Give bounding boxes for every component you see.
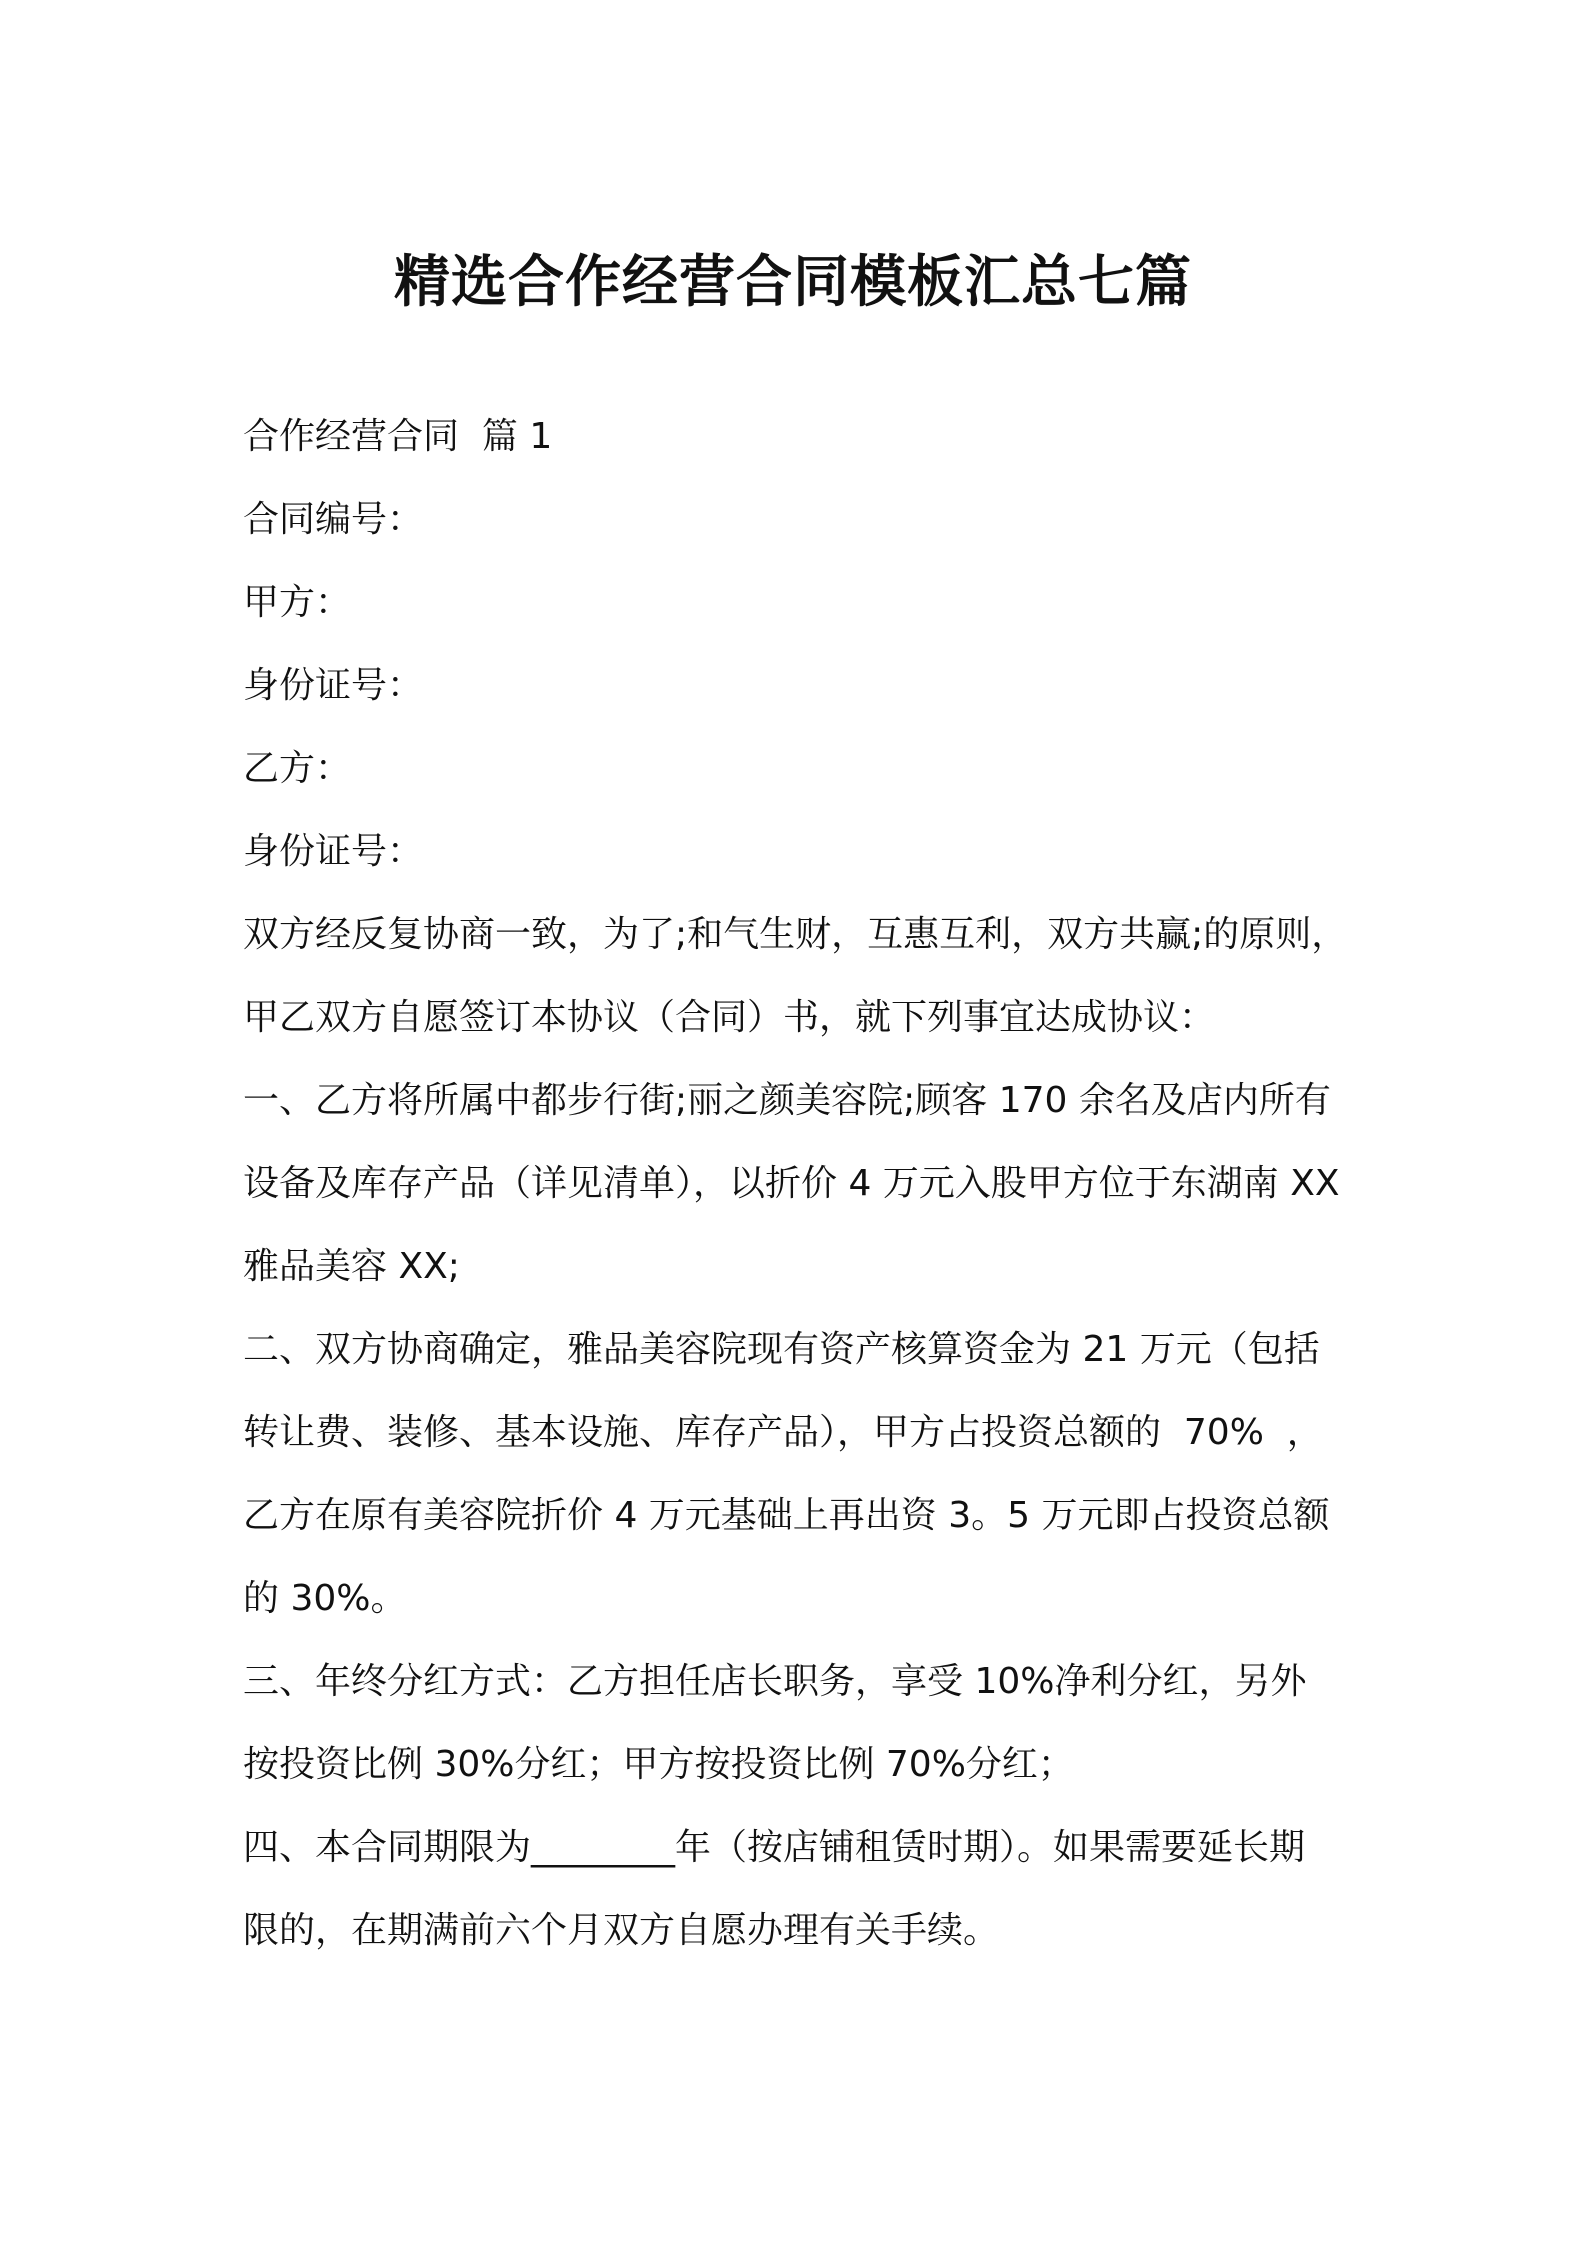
paragraph-party-a: 甲方： xyxy=(243,582,352,623)
paragraph-line: 三、年终分红方式：乙方担任店长职务，享受 10%净利分红，另外 xyxy=(243,1661,1307,1702)
paragraph-line: 转让费、装修、基本设施、库存产品），甲方占投资总额的 70% ， xyxy=(243,1412,1323,1453)
paragraph-line: 甲乙双方自愿签订本协议（合同）书，就下列事宜达成协议： xyxy=(243,997,1216,1038)
paragraph-line: 乙方在原有美容院折价 4 万元基础上再出资 3。5 万元即占投资总额 xyxy=(243,1495,1330,1536)
paragraph-line: 的 30%。 xyxy=(243,1578,407,1619)
document-body xyxy=(243,395,1373,1972)
paragraph-line: 二、双方协商确定，雅品美容院现有资产核算资金为 21 万元（包括 xyxy=(243,1329,1320,1370)
paragraph-party-b: 乙方： xyxy=(243,748,352,789)
paragraph-party-a-id: 身份证号： xyxy=(243,665,424,706)
paragraph-line: 一、乙方将所属中都步行街;丽之颜美容院;顾客 170 余名及店内所有 xyxy=(243,1080,1331,1121)
paragraph-contract-number: 合同编号： xyxy=(243,499,424,540)
paragraph-line: 雅品美容 XX; xyxy=(243,1246,460,1287)
paragraph-line: 限的，在期满前六个月双方自愿办理有关手续。 xyxy=(243,1910,1000,1951)
paragraph-line: 按投资比例 30%分红；甲方按投资比例 70%分红； xyxy=(243,1744,1074,1785)
paragraph-line: 四、本合同期限为________年（按店铺租赁时期）。如果需要延长期 xyxy=(243,1827,1306,1868)
paragraph-party-b-id: 身份证号： xyxy=(243,831,424,872)
paragraph-section-heading: 合作经营合同 篇 1 xyxy=(243,416,553,457)
paragraph-line: 设备及库存产品（详见清单），以折价 4 万元入股甲方位于东湖南 XX xyxy=(243,1163,1340,1204)
document-title: 精选合作经营合同模板汇总七篇 xyxy=(394,249,1192,315)
paragraph-line: 双方经反复协商一致，为了;和气生财，互惠互利，双方共赢;的原则， xyxy=(243,914,1348,955)
